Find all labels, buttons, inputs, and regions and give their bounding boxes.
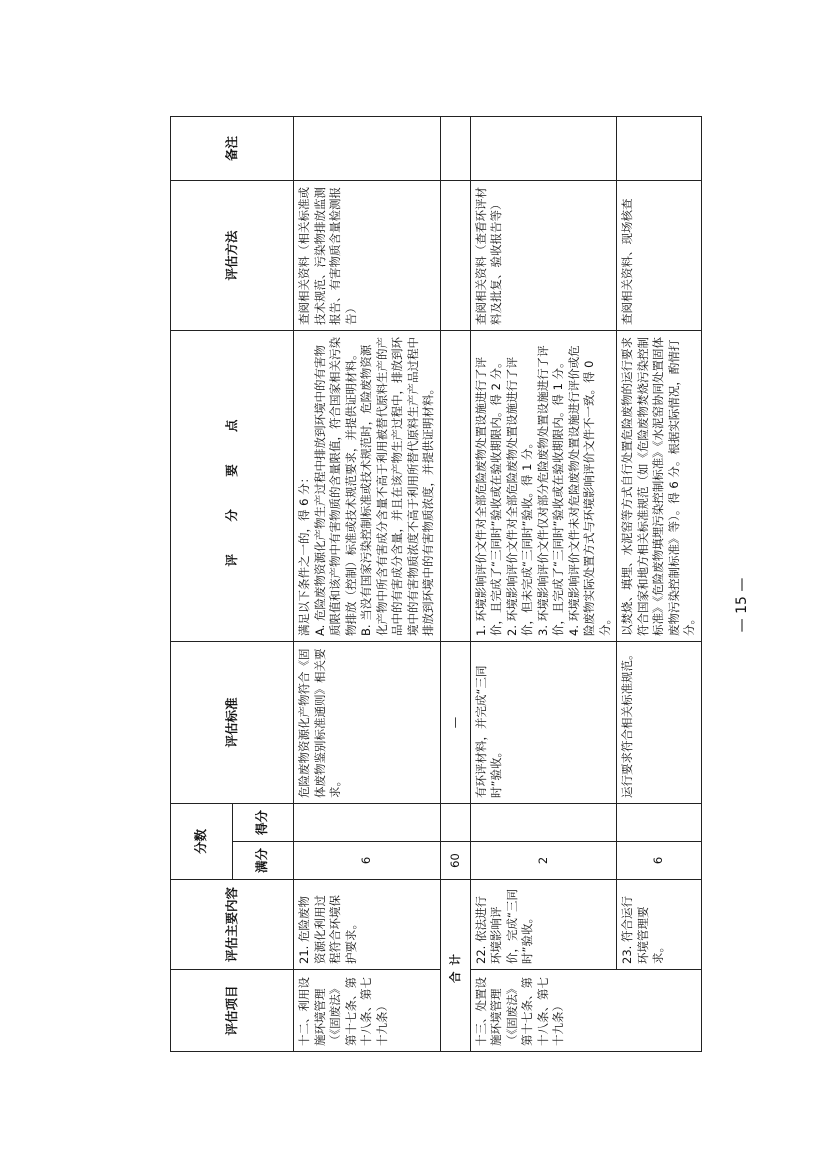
cell-standard: 危险废物资源化产物符合《固体废物鉴别标准通则》相关要求。: [294, 641, 441, 803]
cell-points: [617, 330, 702, 641]
cell-got-score: [294, 803, 441, 841]
cell-total-label: 合计: [440, 880, 470, 1052]
col-header-got: 得分: [232, 803, 294, 841]
point-line: B. 当没有国家污染控制标准或技术规范时，危险废物资源化产物中所含有害成分含量不高于利用被替代原料生产的产品中的有害成分含量，并且在该产物生产过程中，排放到环境中的有害物质浓度不高于利用所替代原料生产产品过程中排放到环境中的有害物质浓度，并提供证明材料。: [359, 336, 436, 636]
cell-item: 十二、利用设施环境管理（《固废法》第十七条、第十八条、第七十九条）: [294, 970, 441, 1052]
cell-total-got: [440, 803, 470, 841]
assessment-table: [170, 116, 702, 1052]
cell-method: 查阅相关资料（查看环评材料及批复、验收报告等）: [470, 180, 617, 330]
col-header-score: 分数: [171, 803, 233, 879]
cell-content: 22. 依法进行环境影响评价，完成“三同时”验收。: [470, 880, 617, 970]
point-line: 4. 环境影响评价文件未对危险废物处置设施进行评价或危险废物实际处置方式与环境影响评价文件不一致。得 0 分。: [566, 345, 612, 636]
cell-method: 查阅相关资料（相关标准或技术规范、污染物排放监测报告、有害物质含量检测报告）: [294, 180, 441, 330]
cell-method: 查阅相关资料、现场核查: [617, 180, 702, 330]
cell-standard: 有环评材料，并完成“三同时”验收。: [470, 641, 617, 803]
table-row-total: [440, 116, 470, 1051]
cell-full-score: 2: [470, 842, 617, 880]
rotated-table-wrapper: [170, 117, 702, 1052]
table-row: [294, 116, 441, 1051]
cell-points: [294, 330, 441, 641]
table-row: [617, 116, 702, 1051]
col-header-standard: 评估标准: [171, 641, 294, 803]
cell-note: [617, 116, 702, 180]
cell-points: [470, 330, 617, 641]
point-line: 满足以下条件之一的，得 6 分：: [297, 471, 312, 636]
cell-total-full: 60: [440, 842, 470, 880]
cell-content: 23. 符合运行环境管理要求。: [617, 880, 702, 970]
cell-full-score: 6: [617, 842, 702, 880]
col-header-full: 满分: [232, 842, 294, 880]
col-header-method: 评估方法: [171, 180, 294, 330]
cell-total-points: [440, 330, 470, 641]
col-header-points: 评 分 要 点: [171, 330, 294, 641]
point-line: 1. 环境影响评价文件对全部危险废物处置设施进行了评价，且完成了“三同时”验收或在验收期限内。得 2 分。: [473, 356, 504, 636]
point-line: 2. 环境影响评价文件对全部危险废物处置设施进行了评价，但未完成“三同时”验收。得 1 分。: [504, 356, 535, 636]
point-line: 以焚烧、填埋、水泥窑等方式自行处置危险废物的运行要求符合国家和地方相关标准规范（如《危险废物焚烧污染控制标准》《危险废物填埋污染控制标准》《水泥窑协同处置固体废物污染控制标准》等）。得 6 分。根据实际情况，酌情打分。: [620, 336, 697, 636]
cell-note: [470, 116, 617, 180]
table-row: [470, 116, 617, 1051]
col-header-content: 评估主要内容: [171, 880, 294, 970]
cell-full-score: 6: [294, 842, 441, 880]
cell-got-score: [617, 803, 702, 841]
cell-total-note: [440, 116, 470, 180]
cell-total-method: [440, 180, 470, 330]
col-header-note: 备注: [171, 116, 294, 180]
col-header-item: 评估项目: [171, 970, 294, 1052]
cell-total-standard: —: [440, 641, 470, 803]
table-header-row: [171, 116, 233, 1051]
page-number: — 15 —: [734, 577, 750, 633]
cell-item: 十三、处置设施环境管理（《固废法》第十七条、第十八条、第七十九条）: [470, 970, 701, 1052]
point-line: A. 危险废物资源化产物生产过程中排放到环境中的有害物质限值和该产物中有害物质的含量限值，符合国家相关污染物排放（控制）标准或技术规范要求，并提供证明材料。: [312, 336, 358, 636]
cell-standard: 运行要求符合相关标准规范。: [617, 641, 702, 803]
point-line: 3. 环境影响评价文件仅对部分危险废物处置设施进行了评价，且完成了“三同时”验收或在验收期限内。得 1 分。: [535, 345, 566, 636]
cell-got-score: [470, 803, 617, 841]
cell-note: [294, 116, 441, 180]
cell-content: 21. 危险废物资源化利用过程符合环境保护要求。: [294, 880, 441, 970]
